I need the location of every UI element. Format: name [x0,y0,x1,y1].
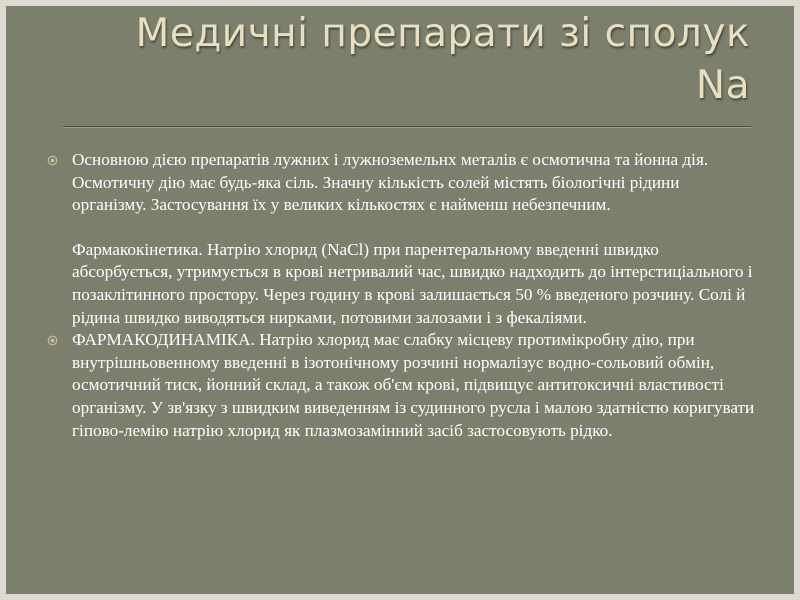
bullet-icon [47,155,58,166]
title-divider [63,126,751,128]
slide-body [45,149,755,442]
paragraph-text: Фармакокінетика. Натрію хлорид (NaCl) при парентеральному введенні швидко абсорбується, утримується в крові нетривалий час, швидко надходить до інтерстиціального і позаклітинного простору. Через годину в крові залишається 50 % введеного розчину. Солі й рідина швидко виводяться нирками, потовими залозами і з фекаліями. [72,239,753,327]
slide-title-line-2: Na [695,63,750,108]
paragraph-text: ФАРМАКОДИНАМІКА. Натрію хлорид має слабку місцеву протимікробну дію, при внутрішньовенному введенні в ізотонічному розчині нормалізує водно-сольовий обмін, осмотичний тиск, йонний склад, а також об'єм крові, підвищує антитоксичні властивості організму. У зв'язку з швидким виведенням із судинного русла і малою здатністю коригувати гіпово-лемію натрію хлорид як плазмозамінний засіб застосовують рідко. [72,330,755,440]
slide-title [60,8,750,112]
bullet-icon [47,335,58,346]
paragraph-pharmacodynamics [45,329,755,442]
paragraph-pharmacokinetics [45,239,755,329]
paragraph-text: Основною дією препаратів лужних і лужноземельнх металів є осмотична та йонна дія. Осмотичну дію має будь-яка сіль. Значну кількість солей містять біологічні рідини організму. Застосування їх у великих кількостях є найменш небезпечним. [72,150,709,215]
paragraph-osmotic-action [45,149,755,217]
slide-title-line-1: Медичні препарати зі сполук [135,11,750,56]
